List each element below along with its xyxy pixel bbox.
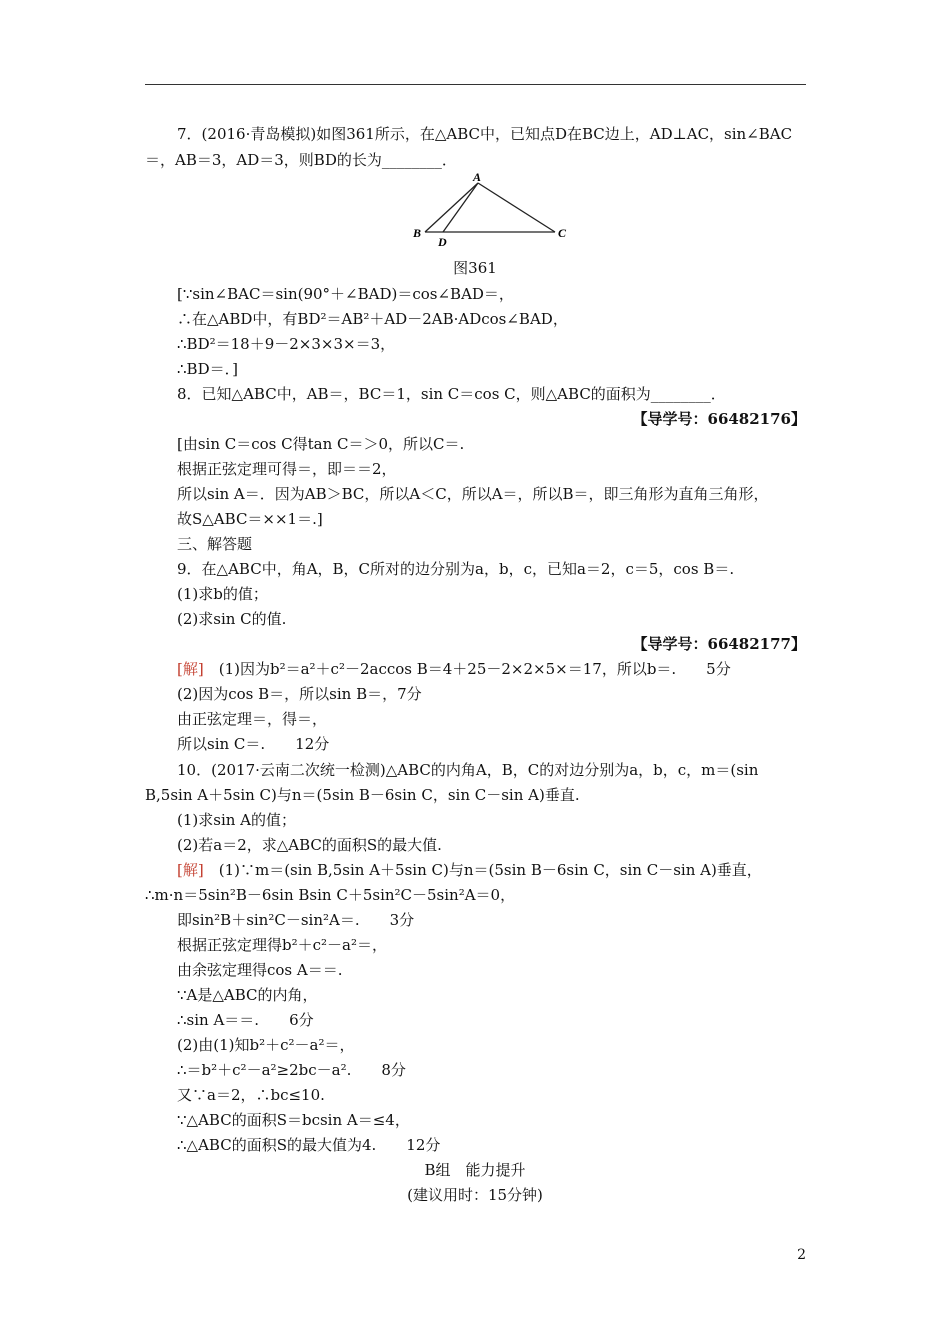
- text-line: [177, 659, 731, 679]
- text-line: [177, 334, 395, 354]
- line-text: (2)因为cos B＝，所以sin B＝，7分: [177, 685, 422, 703]
- line-text: 所以sin C＝. 12分: [177, 735, 330, 753]
- line-text: 故S△ABC＝××1＝.]: [177, 510, 323, 528]
- line-text: 又∵a＝2，∴bc≤10.: [177, 1086, 325, 1104]
- text-line: [177, 584, 268, 604]
- vertex-label-c: C: [558, 226, 567, 240]
- vertex-label-d: D: [438, 235, 447, 248]
- line-text: 【导学号：66482177】: [632, 635, 806, 653]
- line-text: (1)∵m＝(sin B,5sin A＋5sin C)与n＝(5sin B－6sin C，sin C－sin A)垂直，: [218, 861, 762, 879]
- line-text: 8．已知△ABC中，AB＝，BC＝1，sin C＝cos C，则△ABC的面积为________．: [177, 385, 726, 403]
- line-text: [∵sin∠BAC＝sin(90°＋∠BAD)＝cos∠BAD＝，: [177, 285, 514, 303]
- text-line: [177, 910, 414, 930]
- triangle-figure: [405, 170, 580, 248]
- text-line: [177, 960, 343, 980]
- text-line: [0, 1160, 950, 1180]
- text-line: [177, 459, 397, 479]
- text-line: [177, 935, 387, 955]
- text-line: [177, 284, 514, 304]
- line-text: 根据正弦定理可得＝，即＝＝2，: [177, 460, 397, 478]
- text-line: [177, 684, 422, 704]
- text-line: [177, 1110, 410, 1130]
- line-text: ∵A是△ABC的内角，: [177, 986, 318, 1004]
- text-line: [177, 534, 252, 554]
- text-line: [177, 810, 296, 830]
- text-line: [177, 609, 286, 629]
- header-rule: [145, 84, 806, 85]
- text-line: [633, 409, 807, 429]
- text-line: [177, 1010, 314, 1030]
- text-line: [145, 785, 580, 805]
- text-line: [177, 484, 769, 504]
- text-line: [177, 835, 442, 855]
- line-text: (1)因为b²＝a²＋c²－2accos B＝4＋25－2×2×5×＝17，所以b＝. 5分: [218, 660, 731, 678]
- solution-marker: [解]: [177, 861, 219, 879]
- text-line: [633, 634, 807, 654]
- text-line: [177, 860, 762, 880]
- text-line: [177, 509, 323, 529]
- line-text: (2)求sin C的值.: [177, 610, 287, 628]
- text-line: [177, 309, 568, 329]
- line-text: (2)若a＝2，求△ABC的面积S的最大值.: [177, 836, 442, 854]
- line-text: ∴BD＝．]: [177, 360, 238, 378]
- line-text: ∴BD²＝18＋9－2×3×3×＝3，: [177, 335, 396, 353]
- text-line: [177, 434, 464, 454]
- text-line: [145, 885, 515, 905]
- text-line: [177, 384, 726, 404]
- line-text: 图361: [453, 259, 497, 277]
- line-text: ∴sin A＝＝. 6分: [177, 1011, 314, 1029]
- line-text: ∴＝b²＋c²－a²≥2bc－a². 8分: [177, 1061, 406, 1079]
- line-text: 10．(2017·云南二次统一检测)△ABC的内角A，B，C的对边分别为a，b，c，m＝(sin: [177, 761, 759, 779]
- line-text: (1)求b的值；: [177, 585, 268, 603]
- line-text: ∴在△ABD中，有BD²＝AB²＋AD－2AB·ADcos∠BAD，: [177, 310, 568, 328]
- line-text: 所以sin A＝．因为AB＞BC，所以A＜C，所以A＝，所以B＝，即三角形为直角三角形，: [177, 485, 769, 503]
- line-text: 【导学号：66482176】: [632, 410, 806, 428]
- line-text: 根据正弦定理得b²＋c²－a²＝，: [177, 936, 387, 954]
- line-text: 即sin²B＋sin²C－sin²A＝. 3分: [177, 911, 415, 929]
- text-line: [177, 124, 792, 144]
- text-line: [145, 150, 457, 170]
- text-line: [177, 985, 318, 1005]
- line-text: (建议用时：15分钟): [407, 1186, 543, 1204]
- line-text: ∴△ABC的面积S的最大值为4. 12分: [177, 1136, 441, 1154]
- text-line: [0, 258, 950, 278]
- page-number: 2: [797, 1247, 806, 1263]
- vertex-label-a: A: [473, 170, 482, 184]
- text-line: [177, 709, 327, 729]
- text-line: [177, 760, 758, 780]
- line-text: 由余弦定理得cos A＝＝.: [177, 961, 343, 979]
- line-text: (2)由(1)知b²＋c²－a²＝，: [177, 1036, 355, 1054]
- line-text: ∵△ABC的面积S＝bcsin A＝≤4，: [177, 1111, 410, 1129]
- line-text: B组 能力提升: [424, 1161, 526, 1179]
- line-text: 三、解答题: [177, 535, 253, 553]
- text-line: [177, 734, 329, 754]
- line-text: 9．在△ABC中，角A，B，C所对的边分别为a，b，c，已知a＝2，c＝5，cos B＝.: [177, 560, 735, 578]
- vertex-label-b: B: [413, 226, 422, 240]
- line-text: 由正弦定理＝，得＝，: [177, 710, 328, 728]
- text-line: [177, 1085, 325, 1105]
- text-line: [177, 1060, 406, 1080]
- text-line: [177, 559, 734, 579]
- line-text: ＝，AB＝3，AD＝3，则BD的长为________．: [145, 151, 457, 169]
- line-text: ∴m·n＝5sin²B－6sin Bsin C＋5sin²C－5sin²A＝0，: [145, 886, 516, 904]
- solution-marker: [解]: [177, 660, 219, 678]
- text-line: [177, 1135, 440, 1155]
- text-line: [177, 359, 238, 379]
- text-line: [177, 1035, 354, 1055]
- line-text: 7．(2016·青岛模拟)如图361所示，在△ABC中，已知点D在BC边上，AD⊥AC，sin∠BAC: [177, 125, 793, 143]
- line-text: B,5sin A＋5sin C)与n＝(5sin B－6sin C，sin C－sin A)垂直.: [145, 786, 580, 804]
- text-line: [0, 1185, 950, 1205]
- line-text: (1)求sin A的值；: [177, 811, 297, 829]
- line-text: [由sin C＝cos C得tan C＝＞0，所以C＝.: [177, 435, 465, 453]
